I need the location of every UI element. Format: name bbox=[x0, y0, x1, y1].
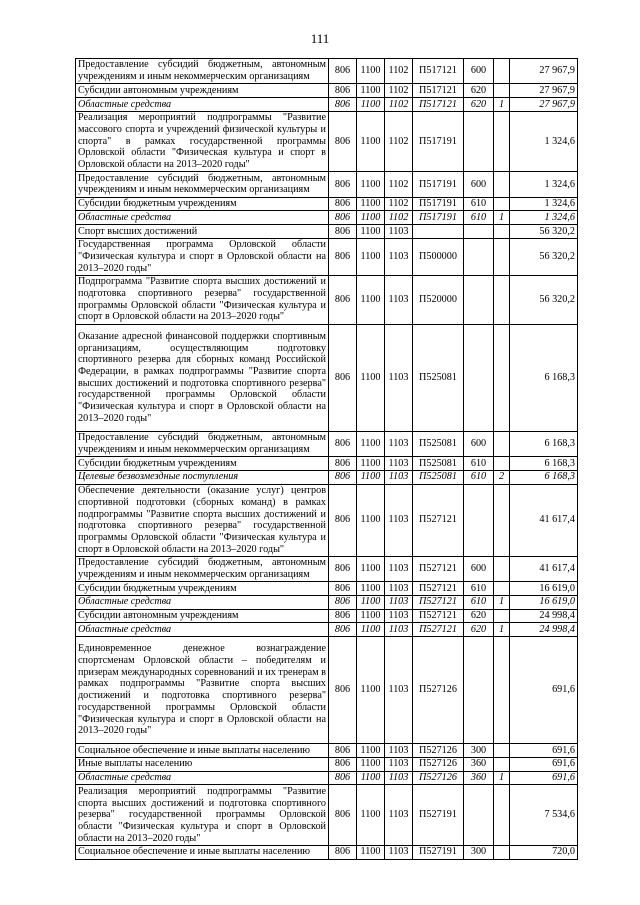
funding-source-cell bbox=[494, 59, 510, 84]
funding-source-cell bbox=[494, 324, 510, 431]
ministry-code-cell: 806 bbox=[329, 98, 357, 112]
section-code-cell: 1100 bbox=[357, 238, 385, 275]
funding-source-cell bbox=[494, 609, 510, 623]
item-name-cell: Иные выплаты населению bbox=[76, 757, 329, 771]
section-code-cell: 1100 bbox=[357, 98, 385, 112]
amount-cell: 6 168,3 bbox=[510, 324, 578, 431]
target-article-cell: П527121 bbox=[413, 623, 464, 637]
expense-type-cell bbox=[464, 111, 494, 172]
subsection-code-cell: 1103 bbox=[385, 484, 413, 556]
amount-cell: 56 320,2 bbox=[510, 225, 578, 239]
section-code-cell: 1100 bbox=[357, 197, 385, 211]
amount-cell: 27 967,9 bbox=[510, 98, 578, 112]
ministry-code-cell: 806 bbox=[329, 111, 357, 172]
table-row bbox=[76, 172, 578, 197]
table-row bbox=[76, 111, 578, 172]
expense-type-cell: 610 bbox=[464, 457, 494, 471]
section-code-cell: 1100 bbox=[357, 771, 385, 785]
target-article-cell: П517191 bbox=[413, 197, 464, 211]
target-article-cell: П525081 bbox=[413, 431, 464, 456]
funding-source-cell: 1 bbox=[494, 98, 510, 112]
table-row bbox=[76, 582, 578, 596]
section-code-cell: 1100 bbox=[357, 457, 385, 471]
funding-source-cell: 1 bbox=[494, 211, 510, 225]
amount-cell: 1 324,6 bbox=[510, 211, 578, 225]
ministry-code-cell: 806 bbox=[329, 484, 357, 556]
expense-type-cell: 610 bbox=[464, 470, 494, 484]
subsection-code-cell: 1103 bbox=[385, 623, 413, 637]
ministry-code-cell: 806 bbox=[329, 757, 357, 771]
item-name-cell: Социальное обеспечение и иные выплаты населению bbox=[76, 744, 329, 758]
funding-source-cell bbox=[494, 582, 510, 596]
funding-source-cell bbox=[494, 457, 510, 471]
subsection-code-cell: 1102 bbox=[385, 172, 413, 197]
section-code-cell: 1100 bbox=[357, 84, 385, 98]
table-row bbox=[76, 556, 578, 581]
funding-source-cell bbox=[494, 744, 510, 758]
target-article-cell: П527121 bbox=[413, 556, 464, 581]
expense-type-cell: 600 bbox=[464, 59, 494, 84]
target-article-cell: П527126 bbox=[413, 771, 464, 785]
funding-source-cell: 1 bbox=[494, 771, 510, 785]
section-code-cell: 1100 bbox=[357, 172, 385, 197]
table-row bbox=[76, 84, 578, 98]
expense-type-cell bbox=[464, 785, 494, 846]
subsection-code-cell: 1102 bbox=[385, 211, 413, 225]
expense-type-cell: 620 bbox=[464, 84, 494, 98]
target-article-cell: П527126 bbox=[413, 637, 464, 744]
ministry-code-cell: 806 bbox=[329, 225, 357, 239]
table-row bbox=[76, 595, 578, 609]
table-row bbox=[76, 470, 578, 484]
table-row bbox=[76, 637, 578, 744]
subsection-code-cell: 1103 bbox=[385, 757, 413, 771]
section-code-cell: 1100 bbox=[357, 637, 385, 744]
amount-cell: 6 168,3 bbox=[510, 470, 578, 484]
funding-source-cell bbox=[494, 785, 510, 846]
amount-cell: 7 534,6 bbox=[510, 785, 578, 846]
subsection-code-cell: 1102 bbox=[385, 59, 413, 84]
table-row bbox=[76, 845, 578, 859]
target-article-cell: П525081 bbox=[413, 470, 464, 484]
table-row bbox=[76, 484, 578, 556]
table-row bbox=[76, 98, 578, 112]
item-name-cell: Единовременное денежное вознаграждение спортсменам Орловской области – победителям и призерам международных соревнований и их тренерам в рамках подпрограммы "Развитие спорта высших достижений и подготовка спортивного резерва" государственной программы Орловской области "Физическая культура и спорт в Орловской области на 2013–2020 годы" bbox=[76, 637, 329, 744]
subsection-code-cell: 1103 bbox=[385, 556, 413, 581]
section-code-cell: 1100 bbox=[357, 582, 385, 596]
section-code-cell: 1100 bbox=[357, 470, 385, 484]
expense-type-cell: 610 bbox=[464, 595, 494, 609]
ministry-code-cell: 806 bbox=[329, 84, 357, 98]
target-article-cell: П527121 bbox=[413, 609, 464, 623]
expense-type-cell: 620 bbox=[464, 98, 494, 112]
item-name-cell: Областные средства bbox=[76, 771, 329, 785]
ministry-code-cell: 806 bbox=[329, 324, 357, 431]
ministry-code-cell: 806 bbox=[329, 637, 357, 744]
item-name-cell: Областные средства bbox=[76, 595, 329, 609]
target-article-cell: П525081 bbox=[413, 457, 464, 471]
ministry-code-cell: 806 bbox=[329, 623, 357, 637]
expense-type-cell: 360 bbox=[464, 757, 494, 771]
expense-type-cell bbox=[464, 484, 494, 556]
item-name-cell: Оказание адресной финансовой поддержки спортивным организациям, осуществляющим подготовку спортивного резерва для сборных команд Российской Федерации, в рамках подпрограммы "Развитие спорта высших достижений и подготовка спортивного резерва" государственной программы Орловской области "Физическая культура и спорт в Орловской области на 2013–2020 годы" bbox=[76, 324, 329, 431]
funding-source-cell bbox=[494, 172, 510, 197]
target-article-cell: П527191 bbox=[413, 845, 464, 859]
expense-type-cell: 600 bbox=[464, 431, 494, 456]
subsection-code-cell: 1103 bbox=[385, 457, 413, 471]
ministry-code-cell: 806 bbox=[329, 771, 357, 785]
target-article-cell: П517121 bbox=[413, 59, 464, 84]
subsection-code-cell: 1103 bbox=[385, 771, 413, 785]
expense-type-cell: 620 bbox=[464, 623, 494, 637]
subsection-code-cell: 1103 bbox=[385, 582, 413, 596]
section-code-cell: 1100 bbox=[357, 225, 385, 239]
expense-type-cell: 300 bbox=[464, 845, 494, 859]
amount-cell: 6 168,3 bbox=[510, 431, 578, 456]
ministry-code-cell: 806 bbox=[329, 744, 357, 758]
expense-type-cell: 600 bbox=[464, 556, 494, 581]
funding-source-cell: 2 bbox=[494, 470, 510, 484]
target-article-cell: П527126 bbox=[413, 757, 464, 771]
amount-cell: 24 998,4 bbox=[510, 609, 578, 623]
amount-cell: 691,6 bbox=[510, 744, 578, 758]
amount-cell: 16 619,0 bbox=[510, 595, 578, 609]
expense-type-cell: 610 bbox=[464, 582, 494, 596]
item-name-cell: Подпрограмма "Развитие спорта высших достижений и подготовка спортивного резерва" государственной программы Орловской области "Физическая культура и спорт в Орловской области на 2013–2020 годы" bbox=[76, 275, 329, 324]
subsection-code-cell: 1103 bbox=[385, 225, 413, 239]
target-article-cell: П517191 bbox=[413, 211, 464, 225]
funding-source-cell bbox=[494, 431, 510, 456]
target-article-cell: П527121 bbox=[413, 595, 464, 609]
target-article-cell: П517191 bbox=[413, 111, 464, 172]
item-name-cell: Предоставление субсидий бюджетным, автономным учреждениям и иным некоммерческим организациям bbox=[76, 59, 329, 84]
funding-source-cell bbox=[494, 238, 510, 275]
subsection-code-cell: 1103 bbox=[385, 845, 413, 859]
ministry-code-cell: 806 bbox=[329, 457, 357, 471]
subsection-code-cell: 1103 bbox=[385, 595, 413, 609]
ministry-code-cell: 806 bbox=[329, 431, 357, 456]
amount-cell: 16 619,0 bbox=[510, 582, 578, 596]
subsection-code-cell: 1102 bbox=[385, 98, 413, 112]
ministry-code-cell: 806 bbox=[329, 172, 357, 197]
item-name-cell: Целевые безвозмездные поступления bbox=[76, 470, 329, 484]
target-article-cell: П527121 bbox=[413, 582, 464, 596]
funding-source-cell bbox=[494, 556, 510, 581]
funding-source-cell bbox=[494, 275, 510, 324]
amount-cell: 27 967,9 bbox=[510, 84, 578, 98]
expense-type-cell bbox=[464, 275, 494, 324]
subsection-code-cell: 1103 bbox=[385, 275, 413, 324]
subsection-code-cell: 1103 bbox=[385, 785, 413, 846]
target-article-cell: П527126 bbox=[413, 744, 464, 758]
expense-type-cell bbox=[464, 238, 494, 275]
section-code-cell: 1100 bbox=[357, 484, 385, 556]
table-row bbox=[76, 623, 578, 637]
section-code-cell: 1100 bbox=[357, 275, 385, 324]
table-row bbox=[76, 757, 578, 771]
table-row bbox=[76, 197, 578, 211]
table-row bbox=[76, 275, 578, 324]
ministry-code-cell: 806 bbox=[329, 238, 357, 275]
target-article-cell bbox=[413, 225, 464, 239]
amount-cell: 691,6 bbox=[510, 757, 578, 771]
item-name-cell: Субсидии автономным учреждениям bbox=[76, 609, 329, 623]
funding-source-cell bbox=[494, 197, 510, 211]
item-name-cell: Областные средства bbox=[76, 623, 329, 637]
item-name-cell: Предоставление субсидий бюджетным, автономным учреждениям и иным некоммерческим организациям bbox=[76, 431, 329, 456]
funding-source-cell: 1 bbox=[494, 595, 510, 609]
target-article-cell: П517121 bbox=[413, 84, 464, 98]
target-article-cell: П500000 bbox=[413, 238, 464, 275]
subsection-code-cell: 1103 bbox=[385, 238, 413, 275]
funding-source-cell bbox=[494, 484, 510, 556]
section-code-cell: 1100 bbox=[357, 324, 385, 431]
item-name-cell: Субсидии бюджетным учреждениям bbox=[76, 582, 329, 596]
amount-cell: 41 617,4 bbox=[510, 556, 578, 581]
ministry-code-cell: 806 bbox=[329, 197, 357, 211]
item-name-cell: Социальное обеспечение и иные выплаты населению bbox=[76, 845, 329, 859]
funding-source-cell bbox=[494, 757, 510, 771]
section-code-cell: 1100 bbox=[357, 785, 385, 846]
amount-cell: 720,0 bbox=[510, 845, 578, 859]
funding-source-cell: 1 bbox=[494, 623, 510, 637]
table-row bbox=[76, 609, 578, 623]
expense-type-cell: 610 bbox=[464, 197, 494, 211]
subsection-code-cell: 1103 bbox=[385, 637, 413, 744]
amount-cell: 1 324,6 bbox=[510, 197, 578, 211]
item-name-cell: Предоставление субсидий бюджетным, автономным учреждениям и иным некоммерческим организациям bbox=[76, 556, 329, 581]
amount-cell: 1 324,6 bbox=[510, 172, 578, 197]
table-row bbox=[76, 59, 578, 84]
subsection-code-cell: 1103 bbox=[385, 324, 413, 431]
subsection-code-cell: 1103 bbox=[385, 744, 413, 758]
ministry-code-cell: 806 bbox=[329, 582, 357, 596]
item-name-cell: Предоставление субсидий бюджетным, автономным учреждениям и иным некоммерческим организациям bbox=[76, 172, 329, 197]
section-code-cell: 1100 bbox=[357, 111, 385, 172]
subsection-code-cell: 1103 bbox=[385, 609, 413, 623]
table-row bbox=[76, 785, 578, 846]
ministry-code-cell: 806 bbox=[329, 470, 357, 484]
item-name-cell: Реализация мероприятий подпрограммы "Развитие массового спорта и учреждений физической культуры и спорта" в рамках государственной программы Орловской области "Физическая культура и спорт в Орловской области на 2013–2020 годы" bbox=[76, 111, 329, 172]
item-name-cell: Государственная программа Орловской области "Физическая культура и спорт в Орловской области на 2013–2020 годы" bbox=[76, 238, 329, 275]
item-name-cell: Областные средства bbox=[76, 98, 329, 112]
section-code-cell: 1100 bbox=[357, 623, 385, 637]
funding-source-cell bbox=[494, 637, 510, 744]
amount-cell: 691,6 bbox=[510, 637, 578, 744]
expense-type-cell: 360 bbox=[464, 771, 494, 785]
table-row bbox=[76, 225, 578, 239]
table-row bbox=[76, 211, 578, 225]
table-row bbox=[76, 744, 578, 758]
subsection-code-cell: 1102 bbox=[385, 111, 413, 172]
table-row bbox=[76, 324, 578, 431]
section-code-cell: 1100 bbox=[357, 744, 385, 758]
subsection-code-cell: 1103 bbox=[385, 470, 413, 484]
amount-cell: 27 967,9 bbox=[510, 59, 578, 84]
section-code-cell: 1100 bbox=[357, 556, 385, 581]
ministry-code-cell: 806 bbox=[329, 845, 357, 859]
funding-source-cell bbox=[494, 84, 510, 98]
subsection-code-cell: 1102 bbox=[385, 197, 413, 211]
item-name-cell: Спорт высших достижений bbox=[76, 225, 329, 239]
target-article-cell: П527121 bbox=[413, 484, 464, 556]
ministry-code-cell: 806 bbox=[329, 595, 357, 609]
table-row bbox=[76, 431, 578, 456]
expense-type-cell: 300 bbox=[464, 744, 494, 758]
expense-type-cell: 600 bbox=[464, 172, 494, 197]
table-row bbox=[76, 771, 578, 785]
section-code-cell: 1100 bbox=[357, 757, 385, 771]
expense-type-cell: 620 bbox=[464, 609, 494, 623]
section-code-cell: 1100 bbox=[357, 609, 385, 623]
amount-cell: 56 320,2 bbox=[510, 275, 578, 324]
item-name-cell: Субсидии автономным учреждениям bbox=[76, 84, 329, 98]
expense-type-cell: 610 bbox=[464, 211, 494, 225]
amount-cell: 691,6 bbox=[510, 771, 578, 785]
target-article-cell: П517191 bbox=[413, 172, 464, 197]
section-code-cell: 1100 bbox=[357, 595, 385, 609]
item-name-cell: Областные средства bbox=[76, 211, 329, 225]
amount-cell: 56 320,2 bbox=[510, 238, 578, 275]
amount-cell: 24 998,4 bbox=[510, 623, 578, 637]
ministry-code-cell: 806 bbox=[329, 785, 357, 846]
item-name-cell: Обеспечение деятельности (оказание услуг) центров спортивной подготовки (сборных команд) в рамках подпрограммы "Развитие спорта высших достижений и подготовка спортивного резерва" государственной программы Орловской области "Физическая культура и спорт в Орловской области на 2013–2020 годы" bbox=[76, 484, 329, 556]
funding-source-cell bbox=[494, 845, 510, 859]
ministry-code-cell: 806 bbox=[329, 59, 357, 84]
amount-cell: 1 324,6 bbox=[510, 111, 578, 172]
ministry-code-cell: 806 bbox=[329, 275, 357, 324]
target-article-cell: П517121 bbox=[413, 98, 464, 112]
ministry-code-cell: 806 bbox=[329, 211, 357, 225]
section-code-cell: 1100 bbox=[357, 59, 385, 84]
subsection-code-cell: 1102 bbox=[385, 84, 413, 98]
budget-table bbox=[75, 58, 578, 860]
funding-source-cell bbox=[494, 225, 510, 239]
funding-source-cell bbox=[494, 111, 510, 172]
section-code-cell: 1100 bbox=[357, 431, 385, 456]
amount-cell: 6 168,3 bbox=[510, 457, 578, 471]
target-article-cell: П525081 bbox=[413, 324, 464, 431]
subsection-code-cell: 1103 bbox=[385, 431, 413, 456]
expense-type-cell bbox=[464, 637, 494, 744]
item-name-cell: Субсидии бюджетным учреждениям bbox=[76, 197, 329, 211]
target-article-cell: П527191 bbox=[413, 785, 464, 846]
page-number: 111 bbox=[310, 31, 330, 46]
ministry-code-cell: 806 bbox=[329, 609, 357, 623]
ministry-code-cell: 806 bbox=[329, 556, 357, 581]
section-code-cell: 1100 bbox=[357, 845, 385, 859]
expense-type-cell bbox=[464, 225, 494, 239]
expense-type-cell bbox=[464, 324, 494, 431]
item-name-cell: Реализация мероприятий подпрограммы "Развитие спорта высших достижений и подготовка спортивного резерва" государственной программы Орловской области "Физическая культура и спорт в Орловской области на 2013–2020 годы" bbox=[76, 785, 329, 846]
table-row bbox=[76, 238, 578, 275]
section-code-cell: 1100 bbox=[357, 211, 385, 225]
amount-cell: 41 617,4 bbox=[510, 484, 578, 556]
target-article-cell: П520000 bbox=[413, 275, 464, 324]
table-row bbox=[76, 457, 578, 471]
item-name-cell: Субсидии бюджетным учреждениям bbox=[76, 457, 329, 471]
